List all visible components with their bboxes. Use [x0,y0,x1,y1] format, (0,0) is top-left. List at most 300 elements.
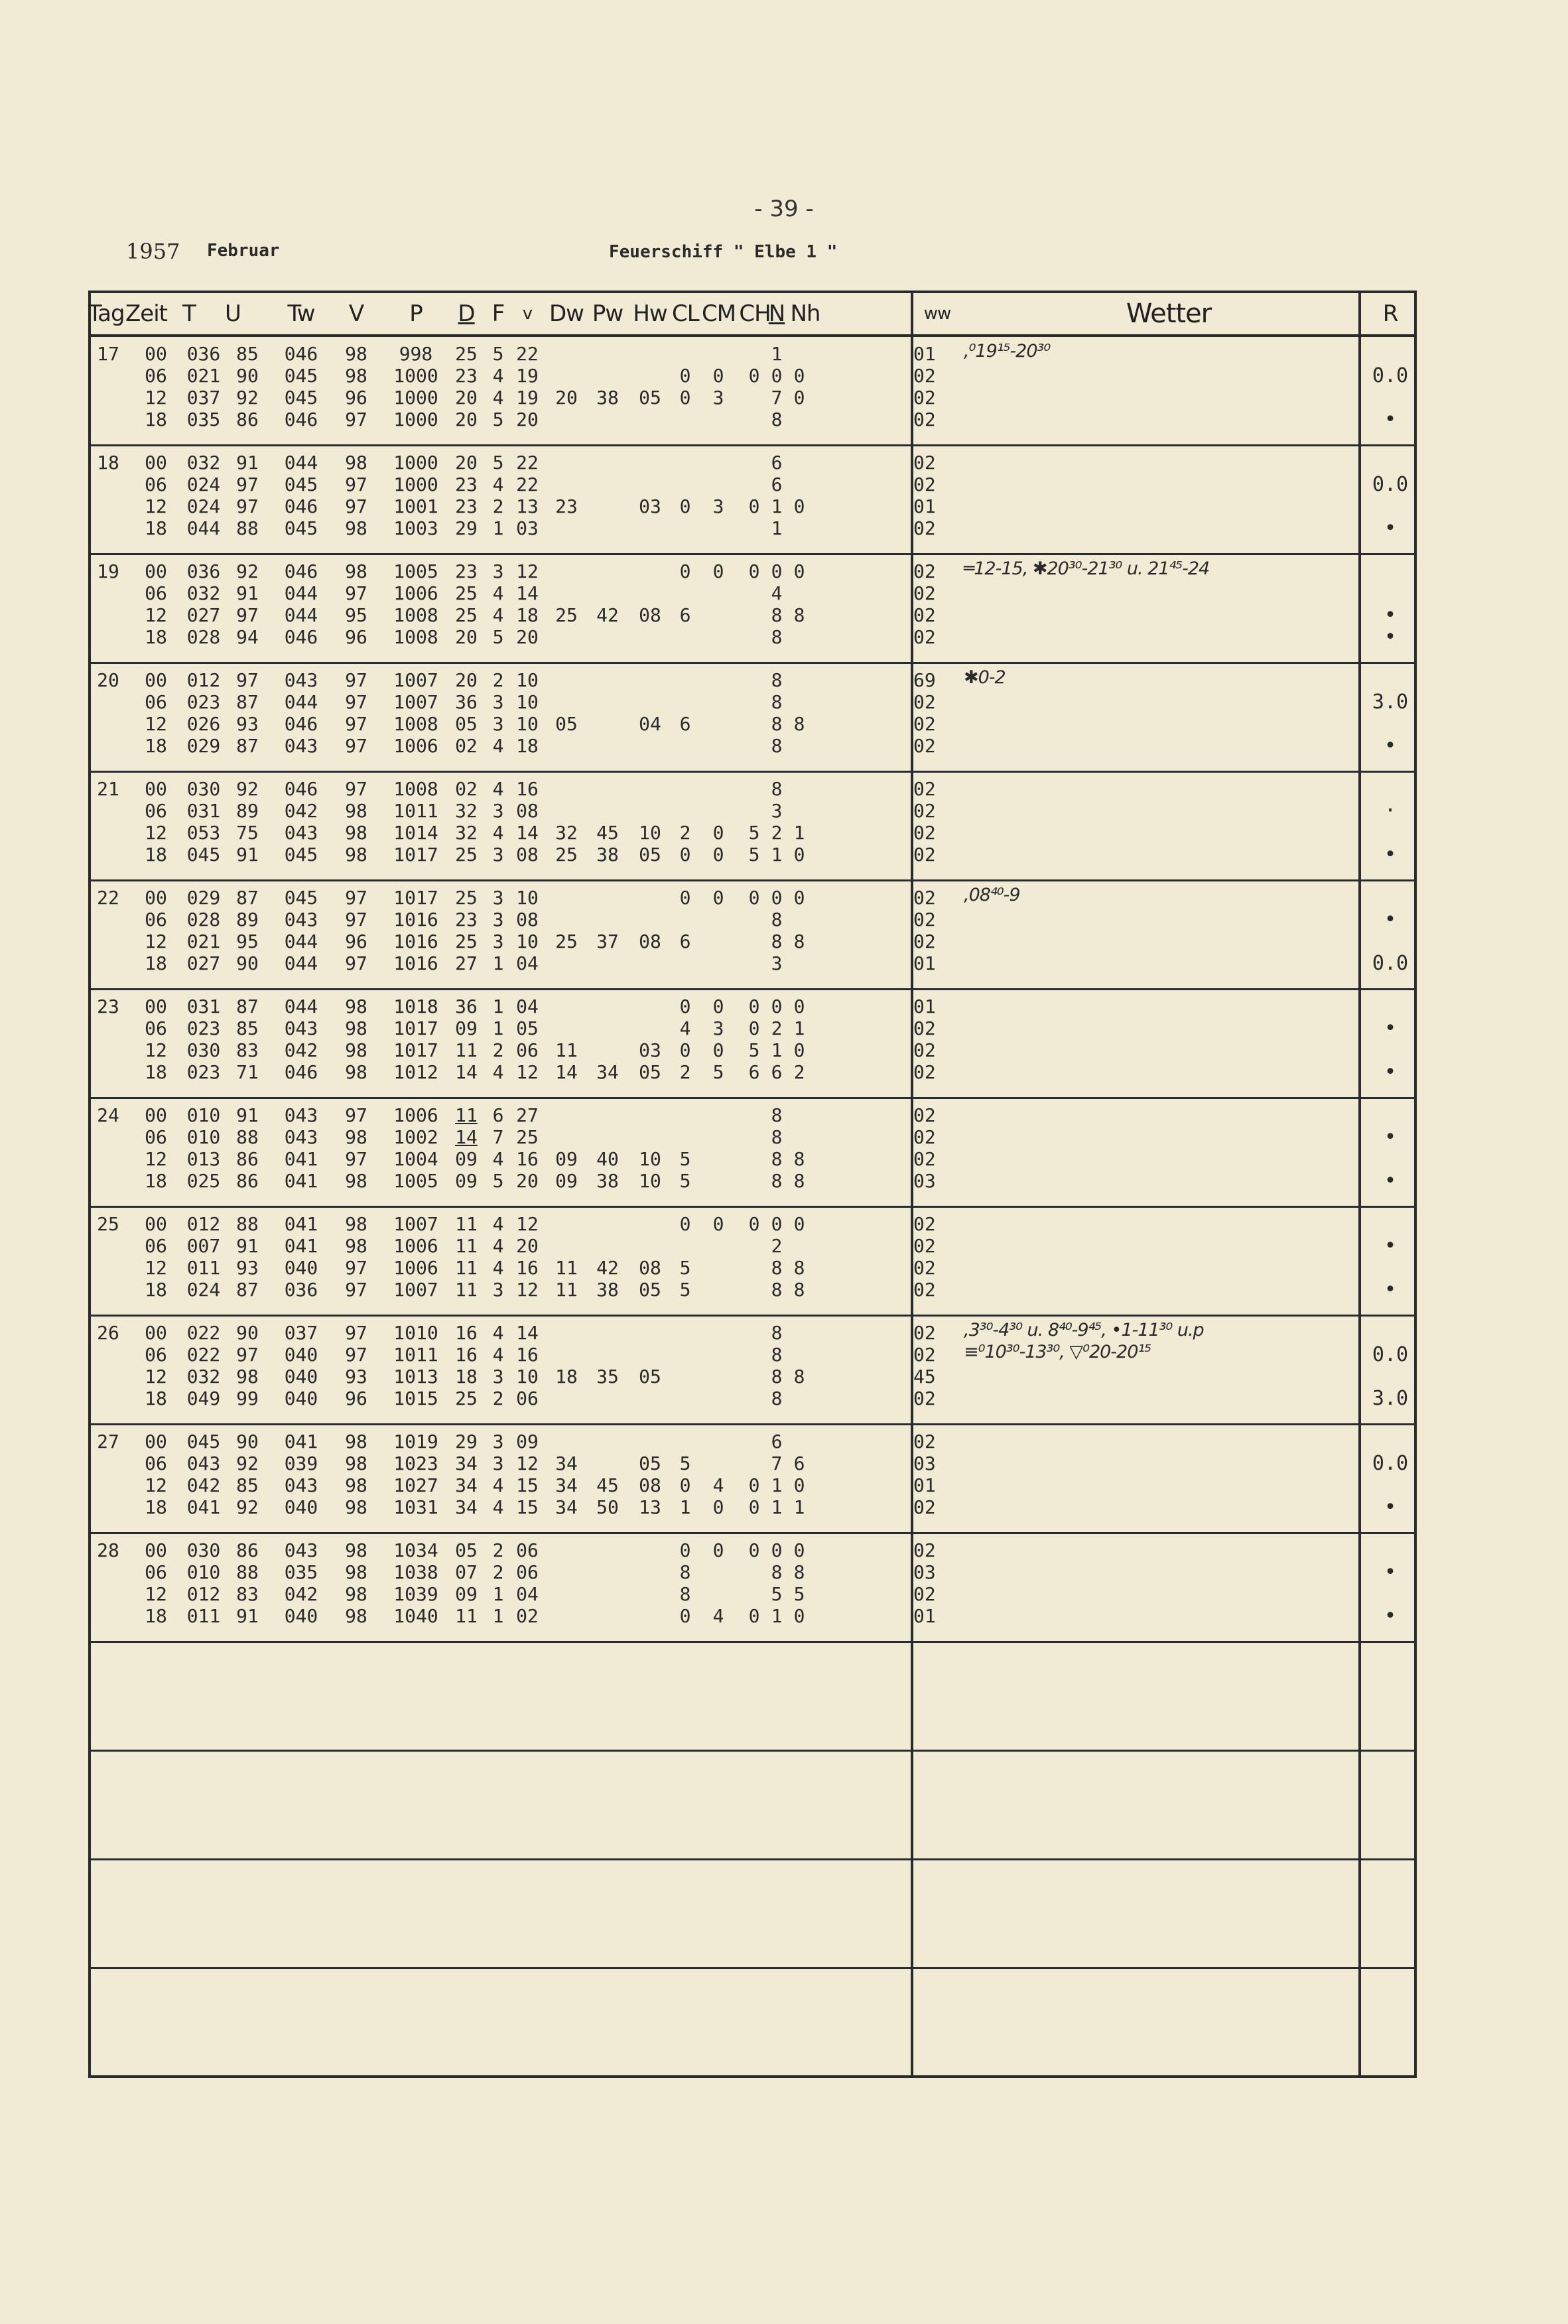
weather-code: 01 [913,495,936,517]
cell-dw: 25 [555,931,578,952]
cell-tw: 043 [284,909,318,931]
cell-f: 2 [492,1039,504,1061]
day-divider [91,1641,1414,1643]
cell-v: 06 [516,1539,539,1561]
cell-v: 98 [345,1213,367,1235]
cell-zeit: 18 [145,1279,167,1301]
cell-u: 97 [236,1344,259,1366]
day-block-17 [91,336,1414,445]
cell-n: 1 [771,517,783,539]
cell-t: 023 [186,691,221,713]
cell-hw: 13 [639,1496,661,1518]
cell-u: 92 [236,387,259,409]
cell-f: 4 [492,1213,504,1235]
weather-code: 02 [913,1257,936,1279]
cell-nh: 8 [793,1366,805,1388]
cell-v: 98 [345,1235,367,1257]
table-row [91,1148,1414,1170]
cell-zeit: 00 [145,1213,167,1235]
cell-u: 86 [236,1148,259,1170]
cell-d: 36 [455,996,478,1017]
cell-p: 1011 [393,800,438,822]
table-row [91,1061,1414,1083]
cell-p: 1000 [393,409,438,430]
cell-nh: 8 [793,604,805,626]
cell-t: 007 [186,1235,221,1257]
cell-d: 16 [455,1322,478,1344]
cell-u: 92 [236,1452,259,1474]
cell-t: 030 [186,778,221,800]
cell-tw: 039 [284,1452,318,1474]
cell-cl: 8 [679,1561,691,1583]
cell-v: 95 [345,604,367,626]
cell-t: 028 [186,909,221,931]
cell-tw: 043 [284,735,318,757]
cell-ch: 0 [748,1496,760,1518]
cell-nh: 8 [793,1148,805,1170]
cell-zeit: 00 [145,560,167,582]
cell-p: 1008 [393,626,438,648]
cell-n: 6 [771,1431,783,1452]
cell-v: 98 [345,517,367,539]
cell-tw: 046 [284,495,318,517]
table-row [91,1235,1414,1257]
table-row [91,1366,1414,1388]
cell-zeit: 06 [145,474,167,495]
cell-t: 028 [186,626,221,648]
cell-tw: 040 [284,1344,318,1366]
cell-v: 08 [516,909,539,931]
cell-v: 20 [516,1235,539,1257]
cell-cl: 0 [679,1605,691,1627]
weather-code: 02 [913,387,936,409]
cell-t: 036 [186,560,221,582]
cell-t: 010 [186,1126,221,1148]
cell-ch: 0 [748,996,760,1017]
cell-zeit: 18 [145,1496,167,1518]
cell-ch: 6 [748,1061,760,1083]
cell-p: 1007 [393,669,438,691]
cell-pw: 40 [596,1148,619,1170]
cell-d: 09 [455,1583,478,1605]
day-block-19 [91,553,1414,663]
cell-dw: 18 [555,1366,578,1388]
cell-nh: 1 [793,1017,805,1039]
cell-u: 90 [236,1322,259,1344]
cell-n: 8 [771,1322,783,1344]
cell-cl: 0 [679,1539,691,1561]
cell-nh: 0 [793,387,805,409]
cell-v: 97 [345,1344,367,1366]
cell-u: 97 [236,669,259,691]
cell-v: 98 [345,1170,367,1192]
cell-f: 4 [492,1061,504,1083]
precipitation-value: 3.0 [1372,1387,1409,1410]
cell-f: 2 [492,669,504,691]
cell-u: 88 [236,1213,259,1235]
cell-cl: 5 [679,1452,691,1474]
cell-n: 8 [771,909,783,931]
cell-n: 6 [771,452,783,474]
day-number: 28 [97,1539,119,1561]
precipitation-value: • [1384,1604,1397,1628]
table-row [91,778,1414,800]
cell-u: 86 [236,1539,259,1561]
cell-t: 025 [186,1170,221,1192]
header-r: R [1382,300,1398,327]
cell-nh: 0 [793,495,805,517]
cell-n: 7 [771,1452,783,1474]
cell-cl: 0 [679,996,691,1017]
cell-hw: 08 [639,1474,661,1496]
cell-t: 024 [186,474,221,495]
cell-tw: 044 [284,952,318,974]
cell-p: 1017 [393,887,438,909]
cell-n: 2 [771,822,783,844]
cell-t: 021 [186,931,221,952]
cell-d: 32 [455,800,478,822]
cell-pw: 42 [596,1257,619,1279]
cell-t: 023 [186,1017,221,1039]
cell-v: 14 [516,582,539,604]
cell-dw: 34 [555,1496,578,1518]
weather-code: 02 [913,560,936,582]
cell-v: 97 [345,952,367,974]
cell-p: 1000 [393,365,438,387]
cell-v: 98 [345,1452,367,1474]
table-row [91,560,1414,582]
ship-name: Feuerschiff " Elbe 1 " [609,242,838,262]
cell-v: 22 [516,474,539,495]
cell-hw: 10 [639,1170,661,1192]
table-row [91,1583,1414,1605]
weather-code: 01 [913,343,936,365]
cell-tw: 044 [284,452,318,474]
cell-t: 044 [186,517,221,539]
weather-code: 03 [913,1452,936,1474]
cell-u: 75 [236,822,259,844]
cell-tw: 046 [284,778,318,800]
cell-cl: 6 [679,931,691,952]
table-row [91,1452,1414,1474]
cell-ch: 0 [748,1213,760,1235]
cell-tw: 042 [284,1039,318,1061]
cell-d: 05 [455,713,478,735]
cell-n: 8 [771,691,783,713]
cell-p: 1017 [393,1017,438,1039]
cell-v: 18 [516,735,539,757]
cell-p: 1005 [393,1170,438,1192]
cell-f: 2 [492,1388,504,1409]
day-block-24 [91,1097,1414,1206]
table-row [91,365,1414,387]
header-dw: Dw [549,300,584,327]
cell-t: 053 [186,822,221,844]
cell-tw: 040 [284,1496,318,1518]
cell-d: 25 [455,343,478,365]
precipitation-value: · [1384,799,1397,822]
cell-cm: 0 [712,844,724,866]
cell-d: 09 [455,1148,478,1170]
cell-u: 88 [236,1561,259,1583]
cell-v: 97 [345,1148,367,1170]
cell-d: 25 [455,887,478,909]
cell-cm: 0 [712,365,724,387]
cell-n: 8 [771,778,783,800]
cell-v: 16 [516,1148,539,1170]
cell-v: 98 [345,1126,367,1148]
cell-tw: 037 [284,1322,318,1344]
weather-code: 02 [913,1496,936,1518]
header-nh: Nh [790,300,820,327]
cell-v: 98 [345,1539,367,1561]
cell-nh: 1 [793,1496,805,1518]
cell-hw: 04 [639,713,661,735]
cell-v: 98 [345,343,367,365]
day-block-21 [91,771,1414,880]
cell-v: 15 [516,1474,539,1496]
cell-d: 02 [455,735,478,757]
cell-p: 1006 [393,1104,438,1126]
cell-u: 93 [236,1257,259,1279]
cell-v: 96 [345,931,367,952]
cell-p: 1010 [393,1322,438,1344]
cell-zeit: 18 [145,1061,167,1083]
cell-v: 98 [345,452,367,474]
cell-d: 25 [455,1388,478,1409]
cell-v: 12 [516,1279,539,1301]
cell-p: 1012 [393,1061,438,1083]
weather-note: ≡⁰10³⁰-13³⁰, ▽⁰20-20¹⁵ [964,1342,1151,1362]
header-v: V [348,300,364,327]
cell-pw: 38 [596,1279,619,1301]
cell-t: 011 [186,1257,221,1279]
cell-dw: 25 [555,604,578,626]
cell-zeit: 00 [145,778,167,800]
cell-t: 026 [186,713,221,735]
cell-cm: 0 [712,822,724,844]
header-pw: Pw [592,300,623,327]
cell-d: 11 [455,1213,478,1235]
precipitation-value: 0.0 [1372,473,1409,496]
cell-tw: 035 [284,1561,318,1583]
cell-zeit: 00 [145,887,167,909]
header-zeit: Zeit [125,300,167,327]
cell-cl: 0 [679,387,691,409]
weather-code: 02 [913,1126,936,1148]
cell-v: 08 [516,844,539,866]
cell-zeit: 12 [145,822,167,844]
weather-code: 45 [913,1366,936,1388]
cell-v: 98 [345,1496,367,1518]
weather-code: 02 [913,474,936,495]
cell-d: 23 [455,560,478,582]
cell-d: 05 [455,1539,478,1561]
weather-note: ✱0-2 [964,667,1006,688]
cell-cm: 3 [712,387,724,409]
precipitation-value: 0.0 [1372,1452,1409,1475]
cell-v: 10 [516,691,539,713]
cell-p: 1017 [393,1039,438,1061]
cell-d: 32 [455,822,478,844]
cell-v: 12 [516,1213,539,1235]
header-cl: CL [672,300,699,327]
cell-n: 8 [771,1344,783,1366]
cell-f: 3 [492,1366,504,1388]
weather-code: 02 [913,844,936,866]
cell-zeit: 00 [145,669,167,691]
cell-ch: 5 [748,844,760,866]
cell-t: 032 [186,582,221,604]
cell-hw: 05 [639,1061,661,1083]
cell-tw: 046 [284,713,318,735]
cell-n: 0 [771,1539,783,1561]
precipitation-value: 0.0 [1372,952,1409,975]
cell-v: 03 [516,517,539,539]
cell-v: 08 [516,800,539,822]
cell-t: 035 [186,409,221,430]
cell-n: 8 [771,669,783,691]
cell-t: 030 [186,1539,221,1561]
cell-cl: 5 [679,1279,691,1301]
cell-dw: 11 [555,1279,578,1301]
cell-f: 3 [492,1431,504,1452]
cell-v: 98 [345,365,367,387]
cell-zeit: 18 [145,1388,167,1409]
table-row [91,1017,1414,1039]
cell-tw: 045 [284,387,318,409]
cell-n: 1 [771,1496,783,1518]
cell-dw: 20 [555,387,578,409]
table-row [91,1257,1414,1279]
cell-tw: 044 [284,604,318,626]
cell-f: 3 [492,844,504,866]
cell-d: 36 [455,691,478,713]
cell-nh: 8 [793,931,805,952]
cell-n: 1 [771,844,783,866]
cell-f: 4 [492,778,504,800]
cell-t: 042 [186,1474,221,1496]
cell-tw: 043 [284,1104,318,1126]
cell-t: 037 [186,387,221,409]
cell-v: 12 [516,1061,539,1083]
cell-cl: 4 [679,1017,691,1039]
cell-tw: 045 [284,365,318,387]
cell-d: 20 [455,626,478,648]
cell-tw: 041 [284,1235,318,1257]
weather-code: 02 [913,582,936,604]
cell-t: 013 [186,1148,221,1170]
cell-cm: 0 [712,1539,724,1561]
weather-code: 02 [913,800,936,822]
table-row [91,387,1414,409]
cell-zeit: 06 [145,1235,167,1257]
cell-v: 19 [516,365,539,387]
cell-d: 34 [455,1452,478,1474]
precipitation-value: • [1384,1169,1397,1193]
cell-d: 11 [455,1605,478,1627]
cell-v: 09 [516,1431,539,1452]
cell-v: 96 [345,626,367,648]
cell-u: 92 [236,778,259,800]
cell-p: 1013 [393,1366,438,1388]
precipitation-value: • [1384,604,1397,627]
cell-cl: 1 [679,1496,691,1518]
cell-t: 012 [186,669,221,691]
cell-f: 5 [492,626,504,648]
weather-code: 01 [913,1474,936,1496]
table-row [91,626,1414,648]
cell-v: 98 [345,800,367,822]
cell-hw: 08 [639,1257,661,1279]
cell-n: 1 [771,1039,783,1061]
cell-v: 97 [345,713,367,735]
cell-f: 3 [492,691,504,713]
table-row [91,1039,1414,1061]
cell-f: 2 [492,495,504,517]
cell-zeit: 06 [145,1344,167,1366]
cell-v: 97 [345,1279,367,1301]
cell-v: 04 [516,996,539,1017]
precipitation-value: • [1384,408,1397,431]
cell-d: 29 [455,1431,478,1452]
cell-v: 22 [516,452,539,474]
cell-f: 4 [492,1257,504,1279]
cell-zeit: 12 [145,1148,167,1170]
table-row [91,1605,1414,1627]
cell-v: 06 [516,1388,539,1409]
weather-code: 02 [913,1539,936,1561]
cell-tw: 043 [284,1474,318,1496]
cell-t: 010 [186,1104,221,1126]
cell-d: 09 [455,1170,478,1192]
cell-p: 1006 [393,1235,438,1257]
weather-code: 02 [913,778,936,800]
day-number: 25 [97,1213,119,1235]
cell-p: 1031 [393,1496,438,1518]
empty-row-divider [91,1858,1414,1860]
cell-tw: 045 [284,844,318,866]
weather-code: 02 [913,822,936,844]
cell-zeit: 12 [145,1583,167,1605]
cell-v: 93 [345,1366,367,1388]
cell-v: 96 [345,387,367,409]
cell-hw: 03 [639,495,661,517]
cell-pw: 34 [596,1061,619,1083]
cell-p: 1007 [393,1213,438,1235]
table-row [91,1496,1414,1518]
cell-u: 91 [236,452,259,474]
cell-n: 8 [771,735,783,757]
cell-n: 8 [771,1104,783,1126]
cell-t: 024 [186,495,221,517]
precipitation-value: 3.0 [1372,690,1409,714]
cell-tw: 040 [284,1257,318,1279]
cell-cm: 0 [712,1496,724,1518]
cell-v: 98 [345,822,367,844]
cell-f: 3 [492,931,504,952]
cell-ch: 0 [748,1017,760,1039]
cell-zeit: 00 [145,1322,167,1344]
cell-v: 97 [345,1322,367,1344]
cell-tw: 043 [284,1126,318,1148]
cell-v: 06 [516,1561,539,1583]
day-number: 19 [97,560,119,582]
weather-code: 02 [913,1104,936,1126]
cell-cm: 0 [712,996,724,1017]
cell-u: 85 [236,1474,259,1496]
table-row [91,1539,1414,1561]
